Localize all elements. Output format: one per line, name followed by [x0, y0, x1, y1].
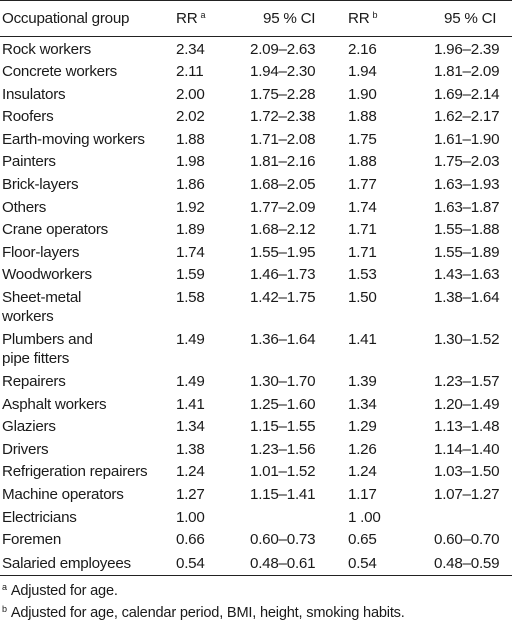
table-row	[0, 527, 512, 550]
cell-occupational-group: Refrigeration repairers	[2, 463, 148, 481]
group-label-line-2: workers	[2, 308, 54, 326]
cell-rr-fully-adjusted: 1.26	[348, 440, 377, 458]
cell-rr-fully-adjusted: 0.54	[348, 550, 410, 576]
cell-rr-age-adjusted: 1.92	[176, 198, 205, 216]
cell-ci-fully-adjusted: 1.63–1.93	[434, 176, 500, 194]
cell-occupational-group: Drivers	[2, 440, 49, 458]
footnote-marker-a: a	[200, 10, 206, 20]
cell-ci-age-adjusted: 1.94–2.30	[250, 63, 316, 81]
table-row	[0, 262, 512, 285]
cell-ci-fully-adjusted: 1.03–1.50	[434, 463, 500, 481]
cell-rr-age-adjusted: 1.86	[176, 176, 205, 194]
cell-occupational-group: Insulators	[2, 85, 66, 103]
cell-rr-age-adjusted: 1.59	[176, 266, 205, 284]
cell-rr-age-adjusted: 1.27	[176, 486, 205, 503]
footnote-a	[2, 576, 512, 598]
cell-ci-fully-adjusted	[410, 505, 512, 528]
cell-ci-age-adjusted: 1.71–2.08	[250, 130, 316, 148]
table-row	[0, 37, 512, 60]
cell-rr-fully-adjusted: 1.94	[348, 63, 377, 81]
cell-ci-fully-adjusted: 1.63–1.87	[434, 198, 500, 216]
cell-rr-age-adjusted: 1.38	[176, 440, 205, 458]
cell-rr-fully-adjusted: 1.53	[348, 266, 377, 284]
cell-rr-fully-adjusted: 0.65	[348, 531, 377, 549]
table-row	[0, 327, 512, 369]
cell-ci-fully-adjusted: 1.62–2.17	[434, 108, 500, 126]
cell-rr-fully-adjusted: 1.39	[348, 373, 377, 391]
group-label-line-1: Plumbers and	[2, 331, 93, 349]
cell-ci-fully-adjusted: 1.07–1.27	[434, 486, 500, 503]
table-row	[0, 82, 512, 105]
table-row	[0, 127, 512, 150]
cell-occupational-group: Machine operators	[2, 486, 124, 503]
table-row	[0, 550, 512, 576]
table-row	[0, 149, 512, 172]
table-row	[0, 369, 512, 392]
cell-ci-age-adjusted: 1.25–1.60	[250, 395, 316, 413]
cell-occupational-group: Foremen	[2, 531, 62, 549]
header-rr-a-label: RR	[176, 10, 198, 27]
header-rr-a	[176, 1, 236, 37]
cell-ci-fully-adjusted: 1.81–2.09	[434, 63, 500, 81]
cell-rr-fully-adjusted: 1.17	[348, 486, 377, 503]
table-row	[0, 459, 512, 482]
table-row	[0, 285, 512, 327]
cell-ci-fully-adjusted: 1.13–1.48	[434, 418, 500, 436]
cell-occupational-group	[0, 327, 176, 369]
cell-rr-fully-adjusted: 1.29	[348, 418, 377, 436]
table-body	[0, 37, 512, 576]
cell-occupational-group: Salaried employees	[0, 550, 176, 576]
table-row	[0, 195, 512, 218]
cell-ci-fully-adjusted: 0.60–0.70	[434, 531, 500, 549]
table-row	[0, 240, 512, 263]
cell-occupational-group: Repairers	[2, 373, 66, 391]
cell-occupational-group: Concrete workers	[2, 63, 118, 81]
header-ci-a	[236, 1, 348, 37]
cell-rr-fully-adjusted: 1.77	[348, 176, 377, 194]
cell-occupational-group: Earth-moving workers	[2, 130, 145, 148]
header-rr-b	[348, 1, 410, 37]
table-row	[0, 217, 512, 240]
table-row	[0, 392, 512, 415]
cell-rr-age-adjusted: 2.34	[176, 41, 205, 58]
header-row	[0, 1, 512, 37]
cell-rr-age-adjusted: 1.24	[176, 463, 205, 481]
header-rr-b-label: RR	[348, 10, 370, 27]
cell-ci-fully-adjusted: 1.14–1.40	[434, 440, 500, 458]
cell-ci-age-adjusted: 2.09–2.63	[250, 41, 316, 58]
cell-ci-age-adjusted: 1.75–2.28	[250, 85, 316, 103]
cell-ci-age-adjusted: 0.48–0.61	[236, 550, 348, 576]
cell-ci-fully-adjusted: 1.55–1.89	[434, 243, 500, 261]
cell-ci-age-adjusted: 1.68–2.05	[250, 176, 316, 194]
cell-ci-fully-adjusted: 1.61–1.90	[434, 130, 500, 148]
cell-ci-age-adjusted: 1.81–2.16	[250, 153, 316, 171]
cell-occupational-group: Others	[2, 198, 47, 216]
cell-occupational-group: Asphalt workers	[2, 395, 107, 413]
cell-rr-age-adjusted: 1.74	[176, 243, 205, 261]
cell-ci-age-adjusted: 1.42–1.75	[250, 289, 316, 307]
table-row	[0, 104, 512, 127]
table-row	[0, 505, 512, 528]
cell-occupational-group: Crane operators	[2, 221, 108, 239]
cell-rr-age-adjusted: 0.66	[176, 531, 205, 549]
cell-ci-fully-adjusted: 1.43–1.63	[434, 266, 500, 284]
table-row	[0, 59, 512, 82]
cell-rr-fully-adjusted: 1.71	[348, 243, 377, 261]
table-row	[0, 172, 512, 195]
header-ci-a-label: 95 % CI	[263, 10, 316, 27]
footnotes	[0, 576, 512, 620]
header-ci-b-label: 95 % CI	[444, 10, 497, 27]
cell-occupational-group: Painters	[2, 153, 56, 171]
cell-ci-age-adjusted: 1.23–1.56	[250, 440, 316, 458]
cell-rr-fully-adjusted: 1.90	[348, 85, 377, 103]
cell-rr-age-adjusted: 1.89	[176, 221, 205, 239]
header-ci-b	[410, 1, 512, 37]
cell-ci-age-adjusted: 1.46–1.73	[250, 266, 316, 284]
cell-rr-fully-adjusted: 1.24	[348, 463, 377, 481]
cell-ci-age-adjusted: 1.30–1.70	[250, 373, 316, 391]
cell-occupational-group	[0, 285, 176, 327]
cell-ci-fully-adjusted: 1.96–2.39	[434, 41, 500, 58]
cell-ci-age-adjusted: 1.15–1.55	[250, 418, 316, 436]
cell-occupational-group: Rock workers	[2, 41, 91, 58]
table-header	[0, 1, 512, 37]
cell-ci-age-adjusted	[236, 505, 348, 528]
footnote-a-mark: a	[2, 582, 7, 593]
footnote-b	[2, 598, 512, 620]
table-row	[0, 482, 512, 505]
cell-ci-age-adjusted: 1.77–2.09	[250, 198, 316, 216]
cell-rr-age-adjusted: 1.58	[176, 289, 205, 307]
cell-occupational-group: Brick-layers	[2, 176, 79, 194]
cell-occupational-group: Electricians	[2, 508, 77, 526]
cell-rr-fully-adjusted: 1.50	[348, 289, 377, 307]
cell-ci-age-adjusted: 1.68–2.12	[250, 221, 316, 239]
cell-ci-age-adjusted: 1.55–1.95	[250, 243, 316, 261]
cell-rr-age-adjusted: 1.98	[176, 153, 205, 171]
cell-ci-fully-adjusted: 1.69–2.14	[434, 85, 500, 103]
cell-occupational-group: Roofers	[2, 108, 54, 126]
cell-ci-age-adjusted: 1.15–1.41	[250, 486, 316, 503]
cell-ci-fully-adjusted: 1.38–1.64	[434, 289, 500, 307]
cell-ci-fully-adjusted: 1.55–1.88	[434, 221, 500, 239]
cell-rr-fully-adjusted: 1.88	[348, 108, 377, 126]
cell-rr-age-adjusted: 1.49	[176, 373, 205, 391]
cell-rr-age-adjusted: 2.00	[176, 85, 205, 103]
cell-rr-fully-adjusted: 1.34	[348, 395, 377, 413]
cell-ci-age-adjusted: 1.36–1.64	[250, 331, 316, 349]
cell-ci-age-adjusted: 1.72–2.38	[250, 108, 316, 126]
footnote-a-text: Adjusted for age.	[10, 583, 118, 600]
cell-ci-age-adjusted: 0.60–0.73	[250, 531, 316, 549]
cell-occupational-group: Floor-layers	[2, 243, 80, 261]
cell-rr-age-adjusted: 1.88	[176, 130, 205, 148]
group-label-line-1: Sheet-metal	[2, 289, 82, 307]
cell-ci-fully-adjusted: 1.30–1.52	[434, 331, 500, 349]
cell-occupational-group: Glaziers	[2, 418, 56, 436]
cell-rr-fully-adjusted: 1.41	[348, 331, 377, 349]
cell-rr-fully-adjusted: 1.88	[348, 153, 377, 171]
cell-rr-fully-adjusted: 1 .00	[348, 508, 381, 526]
cell-rr-fully-adjusted: 1.74	[348, 198, 377, 216]
header-occupational-group	[0, 1, 176, 37]
cell-ci-fully-adjusted: 1.75–2.03	[434, 153, 500, 171]
cell-ci-fully-adjusted: 1.23–1.57	[434, 373, 500, 391]
cell-ci-age-adjusted: 1.01–1.52	[250, 463, 316, 481]
cell-rr-age-adjusted: 1.00	[176, 508, 205, 526]
cell-rr-fully-adjusted: 1.71	[348, 221, 377, 239]
table-row	[0, 437, 512, 460]
header-group-label: Occupational group	[2, 10, 130, 27]
table-row	[0, 414, 512, 437]
cell-rr-age-adjusted: 2.11	[176, 63, 204, 81]
cell-rr-age-adjusted: 1.41	[176, 395, 205, 413]
cell-rr-age-adjusted: 0.54	[176, 550, 236, 576]
cell-rr-age-adjusted: 2.02	[176, 108, 205, 126]
cell-rr-fully-adjusted: 1.75	[348, 130, 377, 148]
cell-rr-fully-adjusted: 2.16	[348, 41, 377, 58]
cell-ci-fully-adjusted: 0.48–0.59	[410, 550, 512, 576]
cell-ci-fully-adjusted: 1.20–1.49	[434, 395, 500, 413]
cell-occupational-group: Woodworkers	[2, 266, 92, 284]
group-label-line-2: pipe fitters	[2, 350, 70, 368]
cell-rr-age-adjusted: 1.49	[176, 331, 205, 349]
cell-rr-age-adjusted: 1.34	[176, 418, 205, 436]
footnote-b-text: Adjusted for age, calendar period, BMI, height, smoking habits.	[10, 605, 405, 622]
footnote-b-mark: b	[2, 604, 7, 615]
footnote-marker-b: b	[372, 10, 378, 20]
